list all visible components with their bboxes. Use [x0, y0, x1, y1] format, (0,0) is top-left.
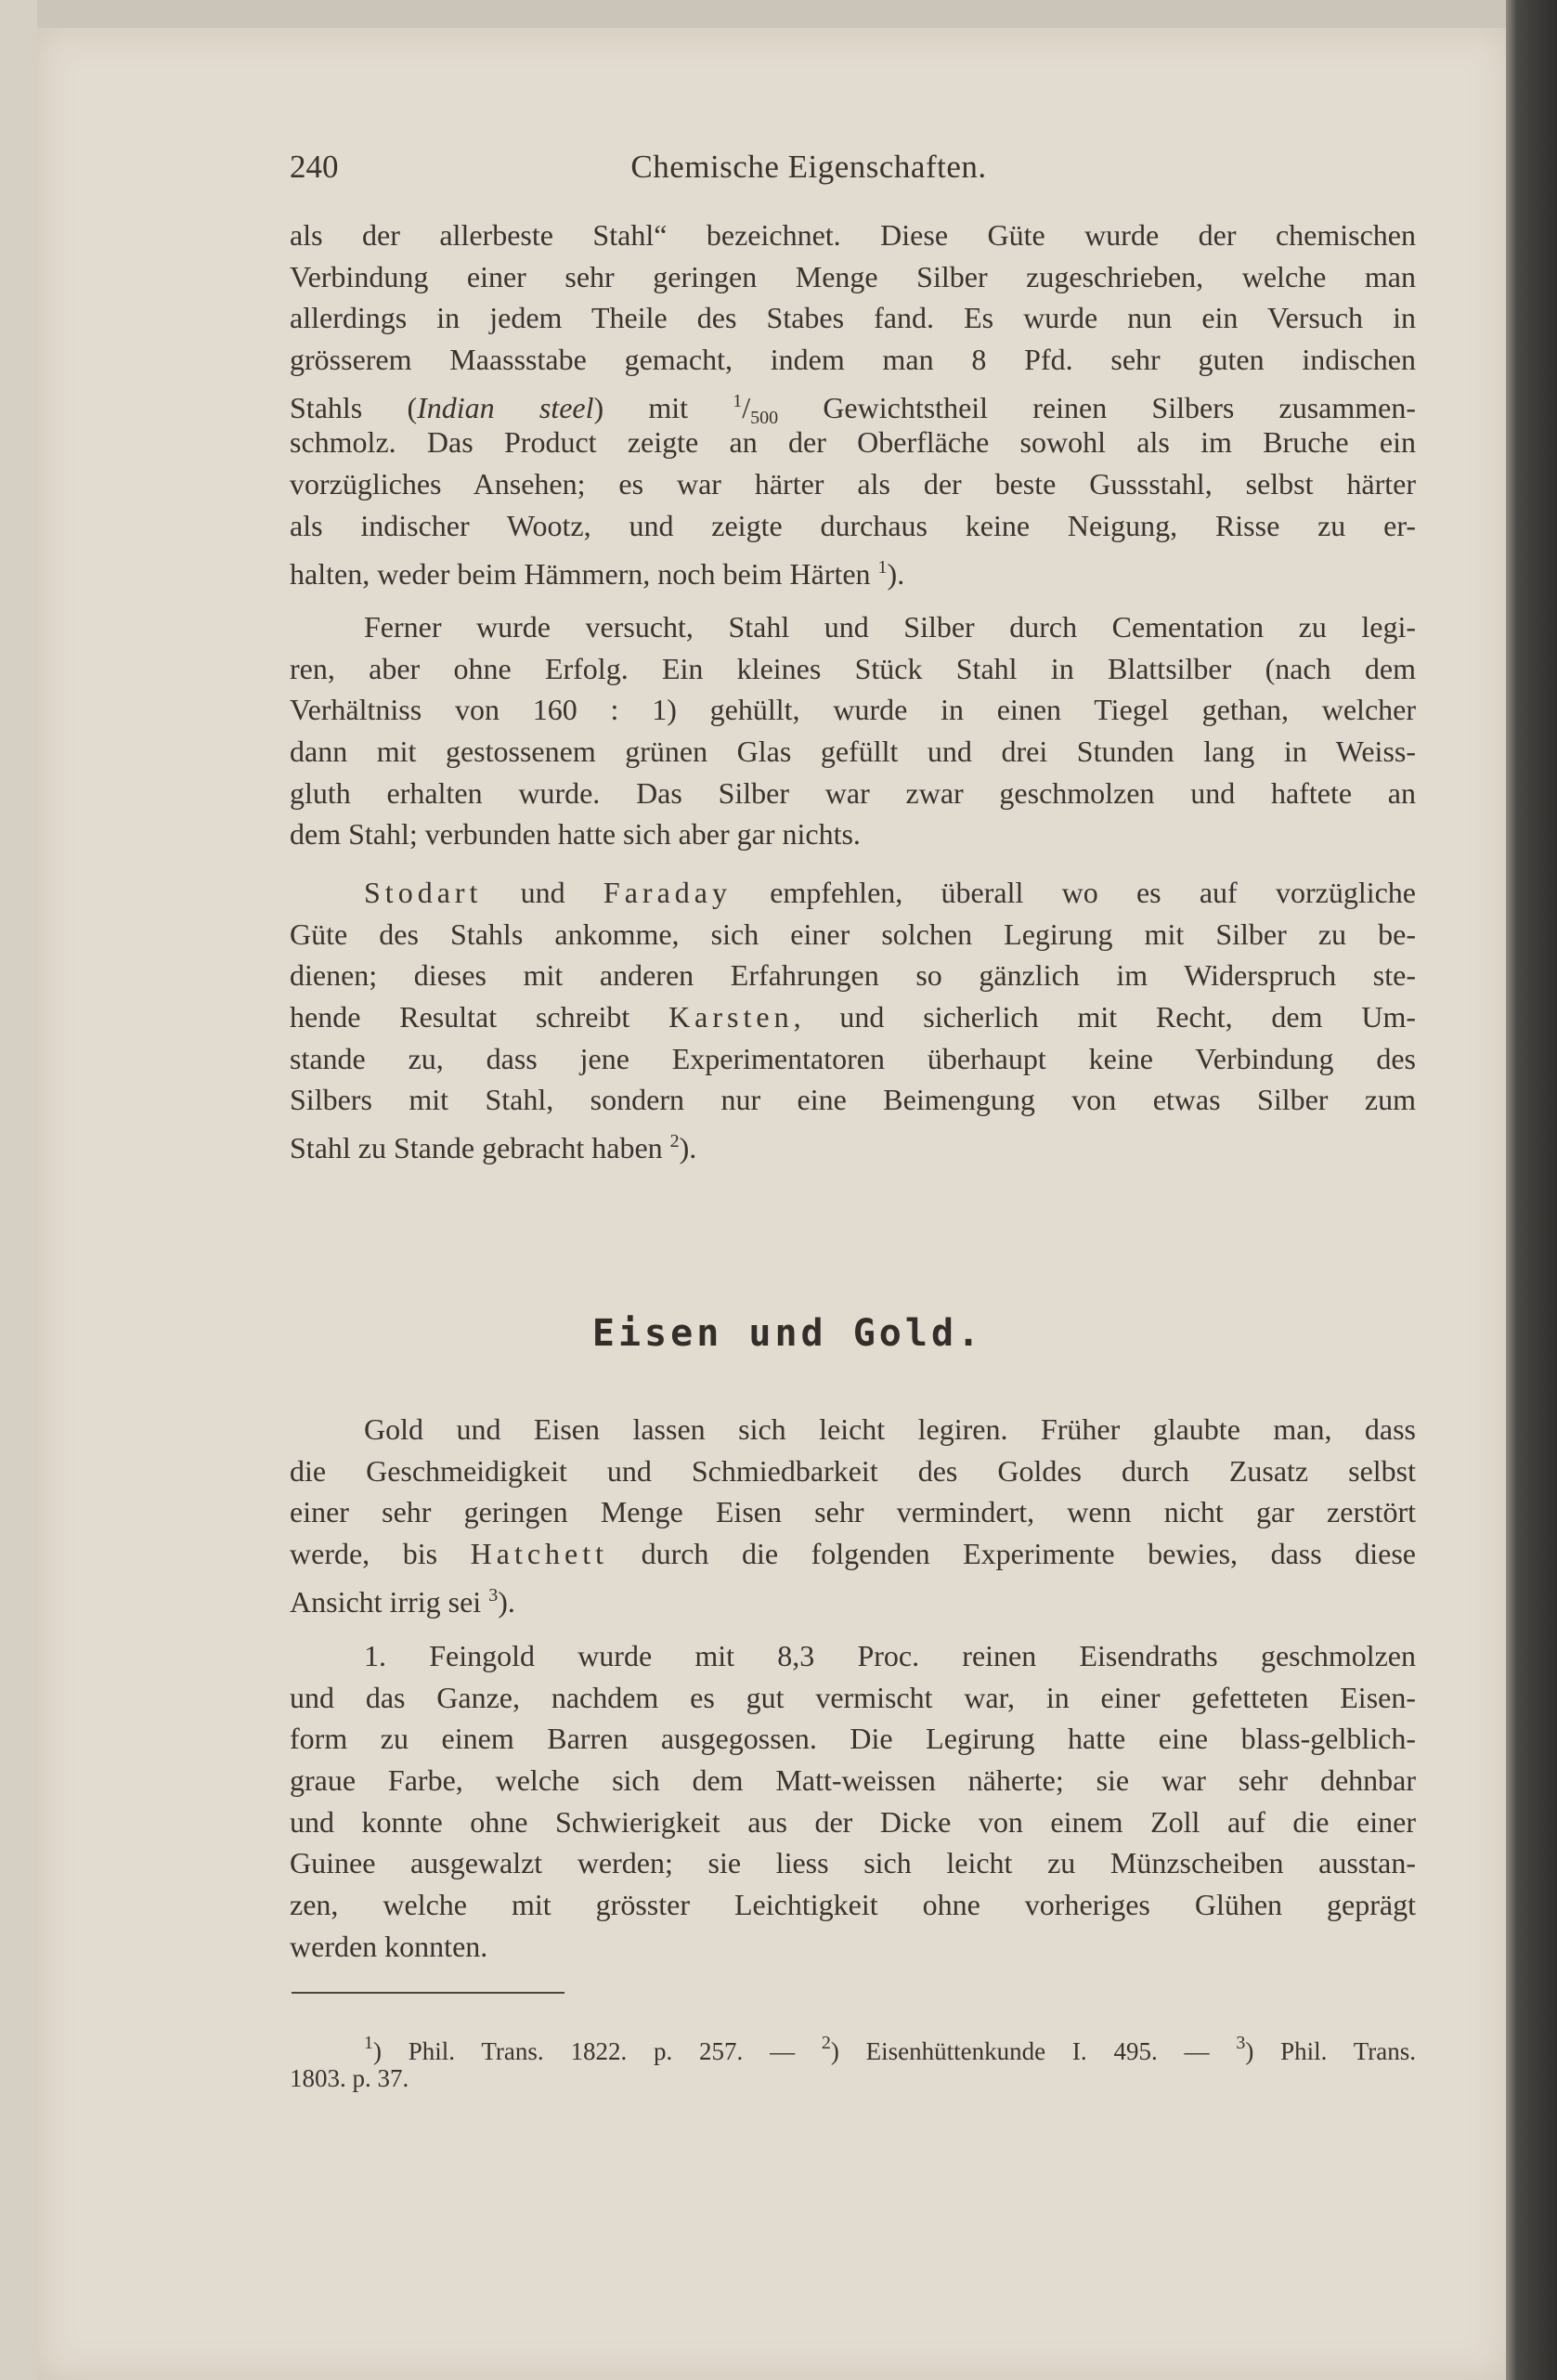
page-number: 240: [290, 149, 339, 185]
text-line: [290, 1842, 1416, 1884]
footnote-marker: 2: [821, 2033, 831, 2053]
text-segment: /: [742, 390, 751, 424]
text-line: [290, 505, 1416, 547]
text-segment: Ansicht irrig sei: [290, 1584, 489, 1619]
text-line: [290, 773, 1416, 814]
text-line: [290, 2061, 1416, 2096]
text-segment: allerdings in jedem Theile des Stabes fand. Es wurde nun ein Versuch in: [290, 301, 1416, 335]
text-segment: werden konnten.: [290, 1929, 488, 1963]
text-line: [290, 297, 1416, 339]
text-segment: 1803. p. 37.: [290, 2064, 409, 2092]
text-segment: Indian steel: [417, 390, 594, 424]
text-line: [290, 463, 1416, 505]
text-segment: dienen; dieses mit anderen Erfahrungen so gänzlich im Widerspruch ste-: [290, 958, 1416, 993]
text-line: [290, 689, 1416, 731]
text-segment: halten, weder beim Hämmern, noch beim Härten: [290, 556, 878, 591]
text-segment: Hatchett: [470, 1537, 609, 1571]
text-segment: gluth erhalten wurde. Das Silber war zwar geschmolzen und haftete an: [290, 775, 1416, 810]
text-segment: dann mit gestossenem grünen Glas gefüllt und drei Stunden lang in Weiss-: [290, 735, 1416, 769]
text-segment: form zu einem Barren ausgegossen. Die Legirung hatte eine blass-gelblich-: [290, 1722, 1416, 1756]
scan-border: [0, 0, 37, 2380]
text-line: [290, 2025, 1416, 2065]
text-segment: graue Farbe, welche sich dem Matt-weissen näherte; sie war sehr dehnbar: [290, 1763, 1416, 1798]
text-line: [290, 1884, 1416, 1926]
footnote-marker: 1: [877, 556, 888, 578]
text-segment: 1. Feingold wurde mit 8,3 Proc. reinen Eisendraths geschmolzen: [364, 1639, 1416, 1672]
text-segment: Guinee ausgewalzt werden; sie liess sich leicht zu Münzscheiben ausstan-: [290, 1846, 1416, 1880]
text-segment: empfehlen, überall wo es auf vorzügliche: [731, 876, 1416, 909]
text-line: [290, 1533, 1416, 1575]
text-segment: vorzügliches Ansehen; es war härter als der beste Gussstahl, selbst härter: [290, 467, 1416, 501]
text-line: [290, 422, 1416, 463]
text-segment: durch die folgenden Experimente bewies, dass diese: [608, 1537, 1417, 1571]
text-segment: Güte des Stahls ankomme, sich einer solchen Legirung mit Silber zu be-: [290, 917, 1416, 951]
text-segment: und: [482, 876, 603, 909]
text-line: [290, 1760, 1416, 1801]
text-line: [290, 996, 1416, 1038]
text-segment: Silbers mit Stahl, sondern nur eine Beimengung von etwas Silber zum: [290, 1083, 1416, 1117]
paragraph: [290, 1635, 1416, 1968]
text-line: [290, 1801, 1416, 1843]
paragraph: [290, 1409, 1417, 1619]
running-title: Chemische Eigenschaften.: [630, 149, 987, 185]
text-line: [290, 872, 1416, 914]
text-segment: einer sehr geringen Menge Eisen sehr vermindert, wenn nicht gar zerstört: [290, 1495, 1416, 1529]
text-line: [290, 813, 1416, 855]
text-segment: ) Eisenhüttenkunde I. 495. —: [830, 2037, 1237, 2065]
text-segment: 500: [750, 407, 779, 428]
text-line: [290, 731, 1416, 773]
text-line: [290, 1079, 1416, 1121]
text-line: [290, 1575, 1416, 1617]
text-segment: Ferner wurde versucht, Stahl und Silber durch Cementation zu legi-: [364, 610, 1416, 644]
text-segment: , und sicherlich mit Recht, dem Um-: [793, 1000, 1416, 1034]
text-segment: hende Resultat schreibt: [290, 1000, 669, 1034]
footnote-marker: 1: [733, 390, 743, 411]
text-segment: Stahl zu Stande gebracht haben: [290, 1131, 670, 1165]
text-segment: Verhältniss von 160 : 1) gehüllt, wurde in einen Tiegel gethan, welcher: [290, 693, 1416, 727]
text-line: [290, 914, 1416, 956]
text-line: [290, 215, 1416, 256]
text-line: [290, 1450, 1416, 1492]
text-line: [290, 1491, 1416, 1533]
text-segment: die Geschmeidigkeit und Schmiedbarkeit des Goldes durch Zusatz selbst: [290, 1453, 1416, 1488]
text-line: [290, 1635, 1416, 1677]
footnote-marker: 3: [1236, 2033, 1246, 2053]
text-segment: ren, aber ohne Erfolg. Ein kleines Stück Stahl in Blattsilber (nach dem: [290, 651, 1416, 685]
text-line: [290, 1926, 1416, 1968]
text-line: [290, 381, 1416, 428]
footnotes: [290, 2025, 1416, 2096]
book-edge: [1506, 0, 1557, 2380]
text-segment: Verbindung einer sehr geringen Menge Silber zugeschrieben, welche man: [290, 259, 1416, 293]
text-segment: ) Phil. Trans.: [1245, 2037, 1416, 2065]
text-line: [290, 648, 1416, 690]
text-segment: ) mit: [593, 390, 733, 424]
text-segment: Gold und Eisen lassen sich leicht legiren. Früher glaubte man, dass: [364, 1412, 1416, 1446]
text-line: [290, 606, 1416, 648]
text-segment: zen, welche mit grösster Leichtigkeit ohne vorheriges Glühen geprägt: [290, 1888, 1416, 1922]
text-segment: Stahls (: [290, 390, 418, 424]
text-segment: grösserem Maassstabe gemacht, indem man 8 Pfd. sehr guten indischen: [290, 343, 1416, 377]
footnote-rule: [292, 1992, 564, 1994]
text-segment: ) Phil. Trans. 1822. p. 257. —: [373, 2037, 822, 2065]
paragraph: [290, 872, 1416, 1163]
footnote-marker: 1: [364, 2033, 373, 2053]
text-segment: dem Stahl; verbunden hatte sich aber gar nichts.: [290, 817, 861, 852]
text-line: [290, 547, 1416, 589]
text-line: [290, 1121, 1416, 1163]
text-segment: und konnte ohne Schwierigkeit aus der Dicke von einem Zoll auf die einer: [290, 1804, 1416, 1839]
text-segment: stande zu, dass jene Experimentatoren überhaupt keine Verbindung des: [290, 1041, 1416, 1075]
text-line: [290, 1718, 1416, 1760]
section-heading: Eisen und Gold.: [591, 1312, 984, 1355]
text-segment: Stodart: [364, 876, 483, 909]
text-segment: als indischer Wootz, und zeigte durchaus keine Neigung, Risse zu er-: [290, 508, 1416, 542]
text-line: [290, 1038, 1416, 1080]
text-line: [290, 1409, 1416, 1450]
text-segment: Faraday: [603, 876, 732, 909]
text-line: [290, 1677, 1416, 1719]
text-line: [290, 256, 1416, 298]
footnote-marker: 3: [488, 1584, 499, 1606]
text-line: [290, 339, 1416, 381]
text-segment: werde, bis: [290, 1537, 471, 1571]
text-segment: und das Ganze, nachdem es gut vermischt war, in einer gefetteten Eisen-: [290, 1680, 1416, 1714]
text-segment: ).: [498, 1584, 515, 1619]
text-segment: ).: [887, 556, 905, 591]
text-segment: als der allerbeste Stahl“ bezeichnet. Diese Güte wurde der chemischen: [290, 218, 1416, 252]
text-line: [290, 955, 1416, 996]
text-segment: Karsten: [668, 1000, 794, 1034]
text-segment: Gewichtstheil reinen Silbers zusammen-: [778, 390, 1416, 424]
paragraph: [290, 215, 1416, 591]
footnote-marker: 2: [669, 1131, 680, 1152]
text-segment: ).: [679, 1131, 697, 1165]
paragraph: [290, 606, 1416, 855]
text-segment: schmolz. Das Product zeigte an der Oberfläche sowohl als im Bruche ein: [290, 425, 1416, 460]
